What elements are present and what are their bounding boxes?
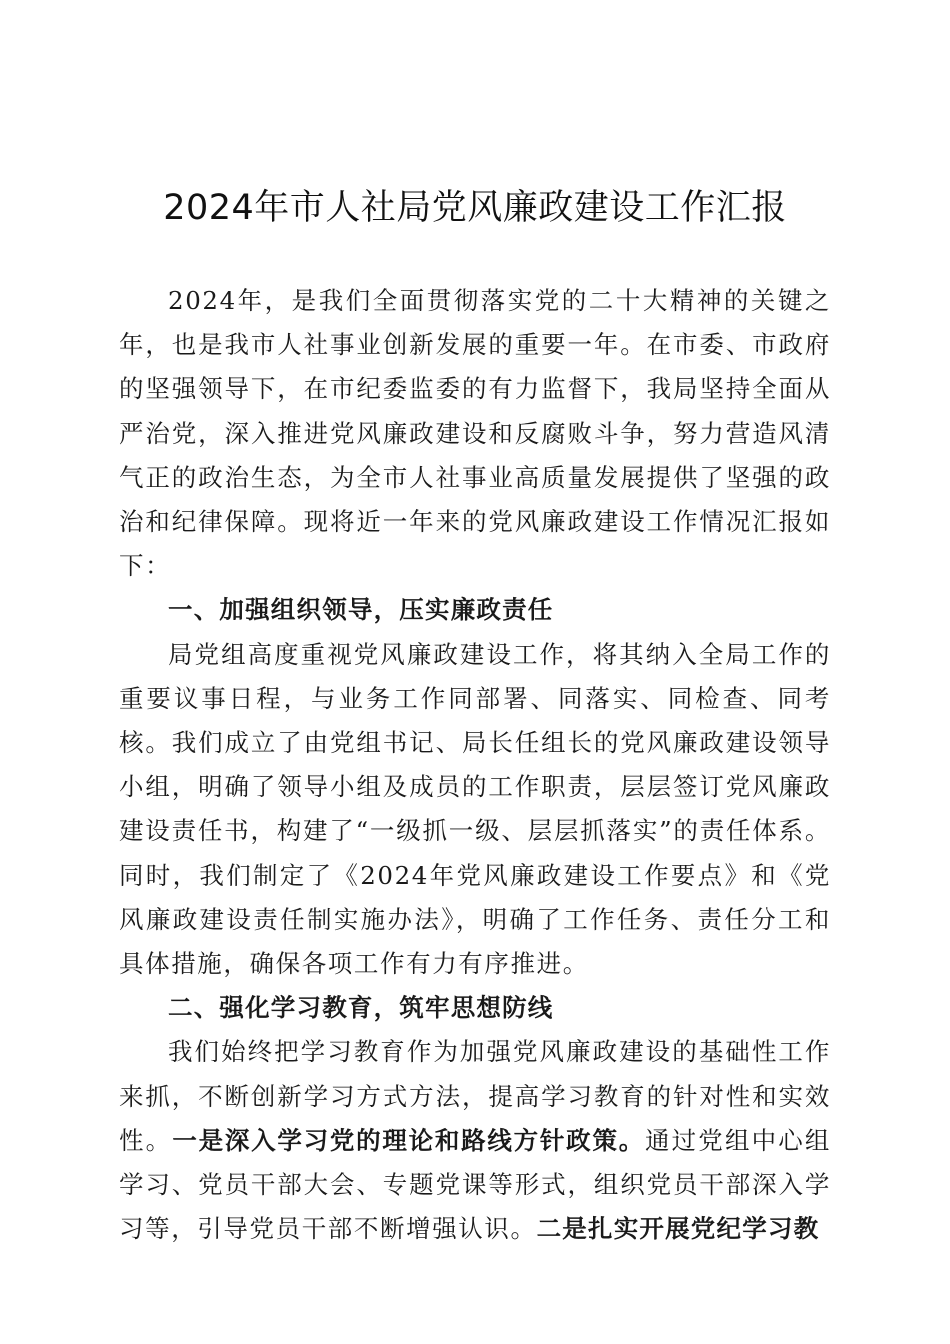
section-2-text-b: 通过党组中心组学习、党员干部大会、专题党课等形式，组织党员干部深入学习等，引导党员干部不断增强认识。 — [119, 1125, 832, 1244]
intro-paragraph: 2024年，是我们全面贯彻落实党的二十大精神的关键之年，也是我市人社事业创新发展的重要一年。在市委、市政府的坚强领导下，在市纪委监委的有力监督下，我局坚持全面从严治党，深入推进党风廉政建设和反腐败斗争，努力营造风清气正的政治生态，为全市人社事业高质量发展提供了坚强的政治和纪律保障。现将近一年来的党风廉政建设工作情况汇报如下： — [119, 286, 831, 581]
section-2-bold-point-2: 二是扎实开展党纪学习教 — [536, 1214, 820, 1244]
section-2-heading: 二、强化学习教育，筑牢思想防线 — [168, 993, 554, 1023]
section-2-bold-point-1: 一是深入学习党的理论和路线方针政策。 — [172, 1125, 645, 1155]
section-2-text-a: 我们始终把学习教育作为加强党风廉政建设的基础性工作来抓，不断创新学习方式方法，提高学习教育的针对性和实效性。 — [119, 1037, 831, 1155]
section-1-heading: 一、加强组织领导，压实廉政责任 — [168, 595, 554, 625]
document-body — [119, 279, 831, 1251]
section-2-paragraph — [119, 1030, 831, 1251]
section-1-paragraph: 局党组高度重视党风廉政建设工作，将其纳入全局工作的重要议事日程，与业务工作同部署、同落实、同检查、同考核。我们成立了由党组书记、局长任组长的党风廉政建设领导小组，明确了领导小组及成员的工作职责，层层签订党风廉政建设责任书，构建了“一级抓一级、层层抓落实”的责任体系。同时，我们制定了《2024年党风廉政建设工作要点》和《党风廉政建设责任制实施办法》，明确了工作任务、责任分工和具体措施，确保各项工作有力有序推进。 — [119, 639, 831, 979]
document-title: 2024年市人社局党风廉政建设工作汇报 — [163, 188, 787, 228]
